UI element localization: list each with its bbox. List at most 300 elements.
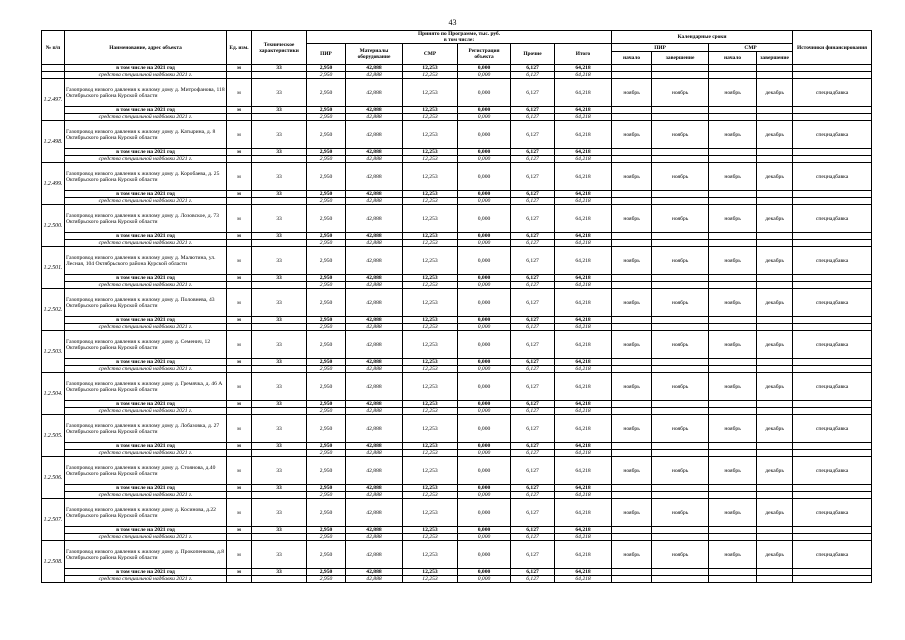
table-row-special	[42, 156, 872, 163]
cell-empty	[652, 450, 709, 457]
cell-empty	[612, 191, 652, 198]
cell-other: 6,127	[511, 373, 555, 401]
cell-tech: 33	[252, 485, 307, 492]
cell-pir: 2,950	[307, 499, 346, 527]
cell-smr-end: декабрь	[757, 457, 793, 485]
cell-empty	[793, 450, 872, 457]
cell-other: 6,127	[511, 282, 555, 289]
cell-pir-start: ноябрь	[612, 457, 652, 485]
cell-empty	[652, 65, 709, 72]
cell-tech	[252, 492, 307, 499]
cell-total: 64,218	[555, 317, 612, 324]
cell-total: 64,218	[555, 408, 612, 415]
cell-materials: 42,888	[346, 275, 403, 282]
table-row-year	[42, 485, 872, 492]
table-row-object	[42, 79, 872, 107]
cell-label: в том числе на 2021 год	[65, 65, 227, 72]
cell-source: спецнадбавка	[793, 373, 872, 401]
cell-empty	[652, 198, 709, 205]
cell-tech: 33	[252, 163, 307, 191]
cell-materials: 42,888	[346, 317, 403, 324]
cell-empty	[612, 107, 652, 114]
cell-label: в том числе на 2021 год	[65, 191, 227, 198]
cell-pir: 2,950	[307, 457, 346, 485]
cell-unit: м	[227, 107, 252, 114]
cell-tech: 33	[252, 317, 307, 324]
cell-tech: 33	[252, 289, 307, 317]
cell-unit	[227, 282, 252, 289]
cell-other: 6,127	[511, 72, 555, 79]
cell-tech: 33	[252, 121, 307, 149]
cell-empty	[652, 359, 709, 366]
cell-empty	[793, 317, 872, 324]
cell-total: 64,218	[555, 149, 612, 156]
cell-pir: 2,950	[307, 359, 346, 366]
cell-unit: м	[227, 457, 252, 485]
cell-tech	[252, 114, 307, 121]
cell-unit: м	[227, 289, 252, 317]
cell-smr: 12,253	[403, 198, 458, 205]
cell-empty	[709, 324, 757, 331]
cell-empty	[757, 359, 793, 366]
cell-empty	[757, 317, 793, 324]
cell-pir: 2,950	[307, 240, 346, 247]
cell-other: 6,127	[511, 492, 555, 499]
cell-empty	[652, 576, 709, 583]
cell-empty	[793, 366, 872, 373]
table-row-year	[42, 527, 872, 534]
cell-pir: 2,950	[307, 191, 346, 198]
cell-smr: 12,253	[403, 450, 458, 457]
cell-other: 6,127	[511, 79, 555, 107]
cell-source: спецнадбавка	[793, 79, 872, 107]
cell-smr: 12,253	[403, 541, 458, 569]
cell-total: 64,218	[555, 65, 612, 72]
cell-other: 6,127	[511, 408, 555, 415]
cell-tech: 33	[252, 457, 307, 485]
cell-pir-end: ноябрь	[652, 499, 709, 527]
cell-smr-start: ноябрь	[709, 163, 757, 191]
header-smr: СМР	[403, 44, 458, 65]
cell-empty	[793, 275, 872, 282]
cell-empty	[612, 149, 652, 156]
cell-smr: 12,253	[403, 457, 458, 485]
cell-total: 64,218	[555, 205, 612, 233]
cell-empty	[709, 359, 757, 366]
cell-tech: 33	[252, 107, 307, 114]
cell-unit	[227, 492, 252, 499]
table-row-object	[42, 331, 872, 359]
cell-total: 64,218	[555, 492, 612, 499]
cell-unit: м	[227, 485, 252, 492]
cell-tech	[252, 450, 307, 457]
cell-other: 6,127	[511, 191, 555, 198]
cell-total: 64,218	[555, 72, 612, 79]
cell-label: средства специальной надбавки 2021 г.	[65, 450, 227, 457]
cell-unit: м	[227, 359, 252, 366]
cell-empty	[612, 198, 652, 205]
cell-source: спецнадбавка	[793, 331, 872, 359]
cell-materials: 42,888	[346, 499, 403, 527]
cell-pir: 2,950	[307, 289, 346, 317]
cell-smr-end: декабрь	[757, 373, 793, 401]
cell-source: спецнадбавка	[793, 205, 872, 233]
cell-materials: 42,888	[346, 534, 403, 541]
cell-num: 1.2.500.	[42, 205, 65, 247]
cell-label: средства специальной надбавки 2021 г.	[65, 156, 227, 163]
cell-label: средства специальной надбавки 2021 г.	[65, 408, 227, 415]
cell-reg: 0,000	[458, 275, 511, 282]
cell-other: 6,127	[511, 163, 555, 191]
cell-other: 6,127	[511, 240, 555, 247]
cell-tech: 33	[252, 527, 307, 534]
header-incl-label: в том числе:	[443, 37, 475, 43]
cell-tech: 33	[252, 569, 307, 576]
cell-smr: 12,253	[403, 499, 458, 527]
cell-total: 64,218	[555, 366, 612, 373]
cell-smr: 12,253	[403, 65, 458, 72]
cell-materials: 42,888	[346, 247, 403, 275]
cell-pir: 2,950	[307, 401, 346, 408]
cell-empty	[709, 569, 757, 576]
cell-smr-end: декабрь	[757, 247, 793, 275]
cell-empty	[793, 65, 872, 72]
cell-label: средства специальной надбавки 2021 г.	[65, 114, 227, 121]
cell-num	[42, 72, 65, 79]
cell-reg: 0,000	[458, 65, 511, 72]
cell-materials: 42,888	[346, 485, 403, 492]
cell-total: 64,218	[555, 79, 612, 107]
cell-empty	[793, 114, 872, 121]
cell-empty	[757, 198, 793, 205]
cell-empty	[757, 576, 793, 583]
header-accepted-label: Принято по Программе, тыс. руб.	[417, 31, 501, 37]
cell-smr-start: ноябрь	[709, 541, 757, 569]
cell-pir: 2,950	[307, 366, 346, 373]
cell-pir: 2,950	[307, 121, 346, 149]
table-row-special	[42, 282, 872, 289]
cell-unit	[227, 450, 252, 457]
cell-empty	[793, 233, 872, 240]
cell-num: 1.2.503.	[42, 331, 65, 373]
cell-num: 1.2.498.	[42, 121, 65, 163]
cell-label: в том числе на 2021 год	[65, 275, 227, 282]
cell-empty	[612, 317, 652, 324]
cell-unit: м	[227, 233, 252, 240]
table-row-year	[42, 149, 872, 156]
cell-smr: 12,253	[403, 359, 458, 366]
table-row-year	[42, 443, 872, 450]
table-row-year	[42, 359, 872, 366]
cell-reg: 0,000	[458, 72, 511, 79]
cell-tech: 33	[252, 275, 307, 282]
cell-materials: 42,888	[346, 205, 403, 233]
cell-smr-end: декабрь	[757, 415, 793, 443]
cell-smr: 12,253	[403, 205, 458, 233]
header-reg: Регистрация объекта	[458, 44, 511, 65]
cell-name: Газопровод низкого давления к жилому дому д. Гремячка, д. 46 А Октябрьского района Курской области	[65, 373, 227, 401]
header-cal-smr: СМР	[709, 44, 793, 52]
cell-pir: 2,950	[307, 163, 346, 191]
cell-pir: 2,950	[307, 569, 346, 576]
cell-empty	[757, 527, 793, 534]
cell-materials: 42,888	[346, 569, 403, 576]
cell-empty	[612, 527, 652, 534]
cell-pir-end: ноябрь	[652, 415, 709, 443]
cell-num: 1.2.501.	[42, 247, 65, 289]
cell-other: 6,127	[511, 569, 555, 576]
cell-total: 64,218	[555, 541, 612, 569]
cell-empty	[793, 156, 872, 163]
cell-empty	[612, 401, 652, 408]
cell-materials: 42,888	[346, 457, 403, 485]
cell-other: 6,127	[511, 541, 555, 569]
table-row-special	[42, 240, 872, 247]
cell-materials: 42,888	[346, 65, 403, 72]
cell-pir: 2,950	[307, 485, 346, 492]
cell-materials: 42,888	[346, 324, 403, 331]
cell-other: 6,127	[511, 149, 555, 156]
cell-smr: 12,253	[403, 191, 458, 198]
table-row-year	[42, 107, 872, 114]
cell-pir: 2,950	[307, 450, 346, 457]
cell-other: 6,127	[511, 289, 555, 317]
cell-smr: 12,253	[403, 240, 458, 247]
cell-empty	[612, 408, 652, 415]
cell-empty	[709, 576, 757, 583]
cell-smr: 12,253	[403, 121, 458, 149]
cell-other: 6,127	[511, 233, 555, 240]
cell-materials: 42,888	[346, 121, 403, 149]
cell-pir: 2,950	[307, 415, 346, 443]
table-row-object	[42, 121, 872, 149]
cell-empty	[793, 149, 872, 156]
cell-name: Газопровод низкого давления к жилому дому д. Коробаева, д. 25 Октябрьского района Курской области	[65, 163, 227, 191]
cell-unit: м	[227, 163, 252, 191]
cell-total: 64,218	[555, 324, 612, 331]
cell-other: 6,127	[511, 534, 555, 541]
cell-reg: 0,000	[458, 205, 511, 233]
cell-smr-end: декабрь	[757, 289, 793, 317]
cell-total: 64,218	[555, 534, 612, 541]
cell-pir-end: ноябрь	[652, 205, 709, 233]
cell-label: в том числе на 2021 год	[65, 107, 227, 114]
cell-empty	[709, 149, 757, 156]
cell-reg: 0,000	[458, 240, 511, 247]
cell-label: средства специальной надбавки 2021 г.	[65, 492, 227, 499]
cell-tech	[252, 198, 307, 205]
header-sources: Источники финансирования	[793, 31, 872, 65]
cell-pir: 2,950	[307, 156, 346, 163]
cell-materials: 42,888	[346, 492, 403, 499]
cell-total: 64,218	[555, 240, 612, 247]
cell-reg: 0,000	[458, 121, 511, 149]
cell-total: 64,218	[555, 499, 612, 527]
cell-empty	[793, 569, 872, 576]
header-materials: Материалы оборудование	[346, 44, 403, 65]
table-row-special	[42, 366, 872, 373]
cell-empty	[709, 282, 757, 289]
cell-other: 6,127	[511, 401, 555, 408]
cell-other: 6,127	[511, 450, 555, 457]
cell-other: 6,127	[511, 443, 555, 450]
cell-tech	[252, 282, 307, 289]
cell-empty	[612, 240, 652, 247]
cell-smr: 12,253	[403, 527, 458, 534]
table-row-object	[42, 163, 872, 191]
header-num: № п/п	[42, 31, 65, 65]
cell-unit: м	[227, 317, 252, 324]
cell-tech: 33	[252, 499, 307, 527]
cell-pir: 2,950	[307, 317, 346, 324]
cell-tech: 33	[252, 373, 307, 401]
cell-tech: 33	[252, 415, 307, 443]
cell-source: спецнадбавка	[793, 247, 872, 275]
cell-unit: м	[227, 275, 252, 282]
cell-empty	[757, 275, 793, 282]
cell-name: Газопровод низкого давления к жилому дому д. Семенич, 12 Октябрьского района Курской области	[65, 331, 227, 359]
cell-pir: 2,950	[307, 443, 346, 450]
cell-unit: м	[227, 79, 252, 107]
cell-unit: м	[227, 541, 252, 569]
cell-pir-start: ноябрь	[612, 289, 652, 317]
cell-materials: 42,888	[346, 541, 403, 569]
cell-source: спецнадбавка	[793, 121, 872, 149]
cell-reg: 0,000	[458, 576, 511, 583]
cell-smr-start: ноябрь	[709, 499, 757, 527]
cell-empty	[652, 534, 709, 541]
cell-smr: 12,253	[403, 534, 458, 541]
cell-label: средства специальной надбавки 2021 г.	[65, 240, 227, 247]
cell-empty	[757, 114, 793, 121]
cell-materials: 42,888	[346, 289, 403, 317]
cell-empty	[652, 401, 709, 408]
cell-empty	[757, 233, 793, 240]
cell-reg: 0,000	[458, 408, 511, 415]
cell-empty	[793, 324, 872, 331]
cell-smr: 12,253	[403, 114, 458, 121]
cell-label: в том числе на 2021 год	[65, 401, 227, 408]
cell-empty	[757, 366, 793, 373]
cell-empty	[757, 450, 793, 457]
cell-num: 1.2.499.	[42, 163, 65, 205]
cell-unit: м	[227, 247, 252, 275]
cell-label: средства специальной надбавки 2021 г.	[65, 366, 227, 373]
cell-reg: 0,000	[458, 401, 511, 408]
cell-reg: 0,000	[458, 317, 511, 324]
cell-pir: 2,950	[307, 233, 346, 240]
table-row-year	[42, 569, 872, 576]
cell-pir: 2,950	[307, 107, 346, 114]
cell-empty	[709, 485, 757, 492]
cell-total: 64,218	[555, 373, 612, 401]
header-calendar: Календарные сроки	[612, 31, 793, 44]
cell-pir: 2,950	[307, 114, 346, 121]
cell-reg: 0,000	[458, 163, 511, 191]
cell-pir: 2,950	[307, 198, 346, 205]
cell-smr: 12,253	[403, 415, 458, 443]
cell-smr: 12,253	[403, 247, 458, 275]
cell-empty	[612, 114, 652, 121]
cell-empty	[652, 72, 709, 79]
cell-source: спецнадбавка	[793, 499, 872, 527]
cell-tech: 33	[252, 191, 307, 198]
cell-unit	[227, 72, 252, 79]
cell-unit	[227, 324, 252, 331]
cell-pir-start: ноябрь	[612, 121, 652, 149]
cell-reg: 0,000	[458, 79, 511, 107]
cell-materials: 42,888	[346, 79, 403, 107]
cell-materials: 42,888	[346, 408, 403, 415]
cell-other: 6,127	[511, 198, 555, 205]
cell-other: 6,127	[511, 499, 555, 527]
cell-materials: 42,888	[346, 156, 403, 163]
cell-name: Газопровод низкого давления к жилому дому д. Стоянова, д.40 Октябрьского района Курской области	[65, 457, 227, 485]
cell-num	[42, 65, 65, 72]
cell-name: Газопровод низкого давления к жилому дому д. Катырина, д. 8 Октябрьского района Курской области	[65, 121, 227, 149]
cell-total: 64,218	[555, 576, 612, 583]
cell-source: спецнадбавка	[793, 163, 872, 191]
cell-empty	[652, 240, 709, 247]
table-body	[42, 65, 872, 583]
cell-total: 64,218	[555, 359, 612, 366]
cell-name: Газопровод низкого давления к жилому дому д. Косинова, д.22 Октябрьского района Курской области	[65, 499, 227, 527]
cell-empty	[612, 282, 652, 289]
cell-other: 6,127	[511, 114, 555, 121]
cell-other: 6,127	[511, 485, 555, 492]
cell-smr: 12,253	[403, 107, 458, 114]
cell-empty	[793, 191, 872, 198]
cell-smr-end: декабрь	[757, 541, 793, 569]
cell-pir: 2,950	[307, 576, 346, 583]
cell-total: 64,218	[555, 121, 612, 149]
cell-tech	[252, 72, 307, 79]
cell-pir: 2,950	[307, 324, 346, 331]
cell-empty	[709, 450, 757, 457]
cell-other: 6,127	[511, 275, 555, 282]
header-pir-end: завершение	[652, 52, 709, 65]
cell-label: средства специальной надбавки 2021 г.	[65, 534, 227, 541]
cell-pir-start: ноябрь	[612, 373, 652, 401]
cell-reg: 0,000	[458, 247, 511, 275]
cell-pir: 2,950	[307, 275, 346, 282]
cell-total: 64,218	[555, 163, 612, 191]
cell-empty	[793, 107, 872, 114]
cell-tech: 33	[252, 359, 307, 366]
cell-other: 6,127	[511, 156, 555, 163]
cell-reg: 0,000	[458, 450, 511, 457]
table-row-special	[42, 576, 872, 583]
cell-reg: 0,000	[458, 569, 511, 576]
cell-empty	[757, 401, 793, 408]
cell-empty	[709, 275, 757, 282]
cell-materials: 42,888	[346, 373, 403, 401]
cell-name: Газопровод низкого давления к жилому дому д. Митрофанова, 118 Октябрьского района Курской области	[65, 79, 227, 107]
cell-total: 64,218	[555, 107, 612, 114]
cell-total: 64,218	[555, 282, 612, 289]
cell-empty	[652, 492, 709, 499]
cell-empty	[652, 408, 709, 415]
cell-total: 64,218	[555, 114, 612, 121]
cell-empty	[757, 107, 793, 114]
cell-pir: 2,950	[307, 534, 346, 541]
cell-materials: 42,888	[346, 198, 403, 205]
cell-tech	[252, 576, 307, 583]
cell-smr: 12,253	[403, 443, 458, 450]
cell-empty	[612, 324, 652, 331]
cell-empty	[757, 485, 793, 492]
cell-label: средства специальной надбавки 2021 г.	[65, 576, 227, 583]
